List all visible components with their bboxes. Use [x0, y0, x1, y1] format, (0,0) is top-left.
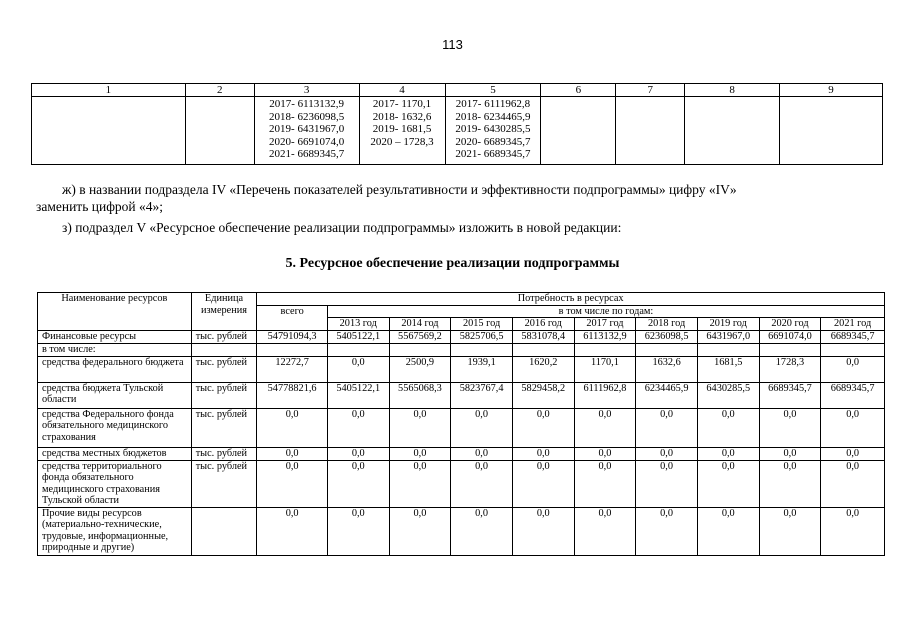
unit-cell	[191, 343, 257, 356]
col3-cell: 2017- 6113132,9 2018- 6236098,5 2019- 6431967,0 2020- 6691074,0 2021- 6689345,7	[254, 97, 359, 165]
year-value-cell	[821, 343, 885, 356]
resource-name-cell: средства федерального бюджета	[38, 356, 192, 382]
total-cell: 0,0	[257, 507, 328, 555]
total-cell: 0,0	[257, 408, 328, 447]
year-value-cell: 0,0	[636, 507, 698, 555]
col-number: 1	[32, 84, 186, 97]
table-row	[38, 460, 885, 507]
year-value-cell: 0,0	[451, 408, 513, 447]
year-value-cell: 0,0	[636, 460, 698, 507]
year-header: 2018 год	[636, 318, 698, 331]
year-value-cell: 0,0	[327, 447, 389, 460]
year-value-cell: 0,0	[697, 408, 759, 447]
year-header: 2017 год	[574, 318, 636, 331]
year-value-cell: 0,0	[389, 447, 451, 460]
year-value-cell: 0,0	[759, 507, 821, 555]
year-value-cell: 0,0	[451, 447, 513, 460]
year-value-cell: 0,0	[389, 460, 451, 507]
resource-name-cell: Прочие виды ресурсов (материально-технические, трудовые, информационные, природные и другие)	[38, 507, 192, 555]
year-value-cell: 0,0	[759, 447, 821, 460]
year-value-cell: 0,0	[327, 460, 389, 507]
header-total: всего	[257, 305, 328, 330]
col-number: 6	[541, 84, 616, 97]
table-row	[38, 330, 885, 343]
total-cell: 0,0	[257, 460, 328, 507]
col-number: 5	[445, 84, 541, 97]
col-number: 9	[780, 84, 883, 97]
table-row	[38, 447, 885, 460]
year-header: 2013 год	[327, 318, 389, 331]
table-row	[38, 507, 885, 555]
unit-cell: тыс. рублей	[191, 460, 257, 507]
year-value-cell: 0,0	[389, 507, 451, 555]
year-value-cell: 0,0	[759, 460, 821, 507]
total-cell: 54791094,3	[257, 330, 328, 343]
year-header: 2020 год	[759, 318, 821, 331]
unit-cell: тыс. рублей	[191, 408, 257, 447]
year-value-cell: 2500,9	[389, 356, 451, 382]
header-unit: Единица измерения	[191, 293, 257, 331]
year-value-cell: 6430285,5	[697, 382, 759, 408]
total-cell: 0,0	[257, 447, 328, 460]
year-value-cell: 1170,1	[574, 356, 636, 382]
year-value-cell: 6111962,8	[574, 382, 636, 408]
header-byyears: в том числе по годам:	[327, 305, 884, 318]
unit-cell: тыс. рублей	[191, 356, 257, 382]
resource-name-cell: в том числе:	[38, 343, 192, 356]
year-value-cell: 0,0	[574, 460, 636, 507]
resource-name-cell: Финансовые ресурсы	[38, 330, 192, 343]
col5-cell: 2017- 6111962,8 2018- 6234465,9 2019- 6430285,5 2020- 6689345,7 2021- 6689345,7	[445, 97, 541, 165]
year-value-cell: 0,0	[451, 460, 513, 507]
section-heading: 5. Ресурсное обеспечение реализации подпрограммы	[285, 256, 620, 271]
year-value-cell: 0,0	[821, 447, 885, 460]
year-value-cell: 1632,6	[636, 356, 698, 382]
year-header: 2015 год	[451, 318, 513, 331]
year-value-cell: 6236098,5	[636, 330, 698, 343]
continuation-header-row	[32, 84, 883, 97]
year-value-cell	[697, 343, 759, 356]
col-number: 3	[254, 84, 359, 97]
year-header: 2019 год	[697, 318, 759, 331]
col-number: 7	[616, 84, 685, 97]
year-value-cell: 0,0	[512, 447, 574, 460]
year-value-cell: 5565068,3	[389, 382, 451, 408]
year-value-cell: 6431967,0	[697, 330, 759, 343]
year-value-cell	[451, 343, 513, 356]
year-value-cell	[327, 343, 389, 356]
col-number: 8	[685, 84, 780, 97]
total-cell: 54778821,6	[257, 382, 328, 408]
year-value-cell: 5567569,2	[389, 330, 451, 343]
col4-cell: 2017- 1170,1 2018- 1632,6 2019- 1681,5 2020 – 1728,3	[359, 97, 445, 165]
year-value-cell	[759, 343, 821, 356]
unit-cell: тыс. рублей	[191, 447, 257, 460]
year-header: 2021 год	[821, 318, 885, 331]
total-cell	[257, 343, 328, 356]
year-value-cell: 0,0	[821, 356, 885, 382]
year-value-cell	[636, 343, 698, 356]
continuation-table	[31, 83, 883, 165]
year-value-cell: 0,0	[512, 460, 574, 507]
year-value-cell: 6689345,7	[759, 382, 821, 408]
header-row-1	[38, 293, 885, 306]
year-value-cell: 5405122,1	[327, 382, 389, 408]
header-name: Наименование ресурсов	[38, 293, 192, 331]
page-number: 113	[442, 37, 463, 52]
continuation-body-row	[32, 97, 883, 165]
year-value-cell: 6689345,7	[821, 330, 885, 343]
col-number: 2	[185, 84, 254, 97]
year-value-cell: 0,0	[389, 408, 451, 447]
resource-name-cell: средства Федерального фонда обязательного медицинского страхования	[38, 408, 192, 447]
paragraph-zh: ж) в названии подраздела IV «Перечень показателей результативности и эффективности подпрограммы» цифру «IV»	[62, 182, 737, 197]
unit-cell	[191, 507, 257, 555]
year-value-cell: 0,0	[327, 356, 389, 382]
resource-name-cell: средства территориального фонда обязательного медицинского страхования Тульской области	[38, 460, 192, 507]
year-value-cell: 0,0	[512, 408, 574, 447]
table-row	[38, 356, 885, 382]
year-value-cell: 0,0	[821, 408, 885, 447]
year-value-cell: 6234465,9	[636, 382, 698, 408]
year-header: 2014 год	[389, 318, 451, 331]
table-row	[38, 382, 885, 408]
year-value-cell: 0,0	[759, 408, 821, 447]
year-value-cell	[574, 343, 636, 356]
year-value-cell: 0,0	[697, 447, 759, 460]
year-value-cell: 5823767,4	[451, 382, 513, 408]
year-value-cell: 5825706,5	[451, 330, 513, 343]
year-value-cell: 0,0	[636, 447, 698, 460]
resource-name-cell: средства местных бюджетов	[38, 447, 192, 460]
year-value-cell: 6113132,9	[574, 330, 636, 343]
year-value-cell: 0,0	[697, 460, 759, 507]
year-value-cell: 0,0	[574, 408, 636, 447]
year-value-cell: 5405122,1	[327, 330, 389, 343]
year-value-cell	[389, 343, 451, 356]
year-value-cell: 0,0	[327, 507, 389, 555]
year-value-cell: 0,0	[451, 507, 513, 555]
unit-cell: тыс. рублей	[191, 382, 257, 408]
resource-name-cell: средства бюджета Тульской области	[38, 382, 192, 408]
year-value-cell: 1681,5	[697, 356, 759, 382]
year-value-cell: 1620,2	[512, 356, 574, 382]
year-header: 2016 год	[512, 318, 574, 331]
year-value-cell: 0,0	[821, 460, 885, 507]
year-value-cell: 0,0	[574, 447, 636, 460]
year-value-cell	[512, 343, 574, 356]
year-value-cell: 1939,1	[451, 356, 513, 382]
year-value-cell: 0,0	[821, 507, 885, 555]
header-need: Потребность в ресурсах	[257, 293, 885, 306]
year-value-cell: 5829458,2	[512, 382, 574, 408]
table-row	[38, 408, 885, 447]
table-row	[38, 343, 885, 356]
unit-cell: тыс. рублей	[191, 330, 257, 343]
paragraph-zh-continuation: заменить цифрой «4»;	[36, 199, 164, 214]
year-value-cell: 0,0	[327, 408, 389, 447]
year-value-cell: 5831078,4	[512, 330, 574, 343]
resource-table	[37, 292, 885, 556]
year-value-cell: 0,0	[574, 507, 636, 555]
year-value-cell: 1728,3	[759, 356, 821, 382]
paragraph-z: з) подраздел V «Ресурсное обеспечение реализации подпрограммы» изложить в новой редакции:	[62, 220, 622, 235]
year-value-cell: 6689345,7	[821, 382, 885, 408]
year-value-cell: 0,0	[636, 408, 698, 447]
year-value-cell: 6691074,0	[759, 330, 821, 343]
total-cell: 12272,7	[257, 356, 328, 382]
year-value-cell: 0,0	[512, 507, 574, 555]
year-value-cell: 0,0	[697, 507, 759, 555]
col-number: 4	[359, 84, 445, 97]
